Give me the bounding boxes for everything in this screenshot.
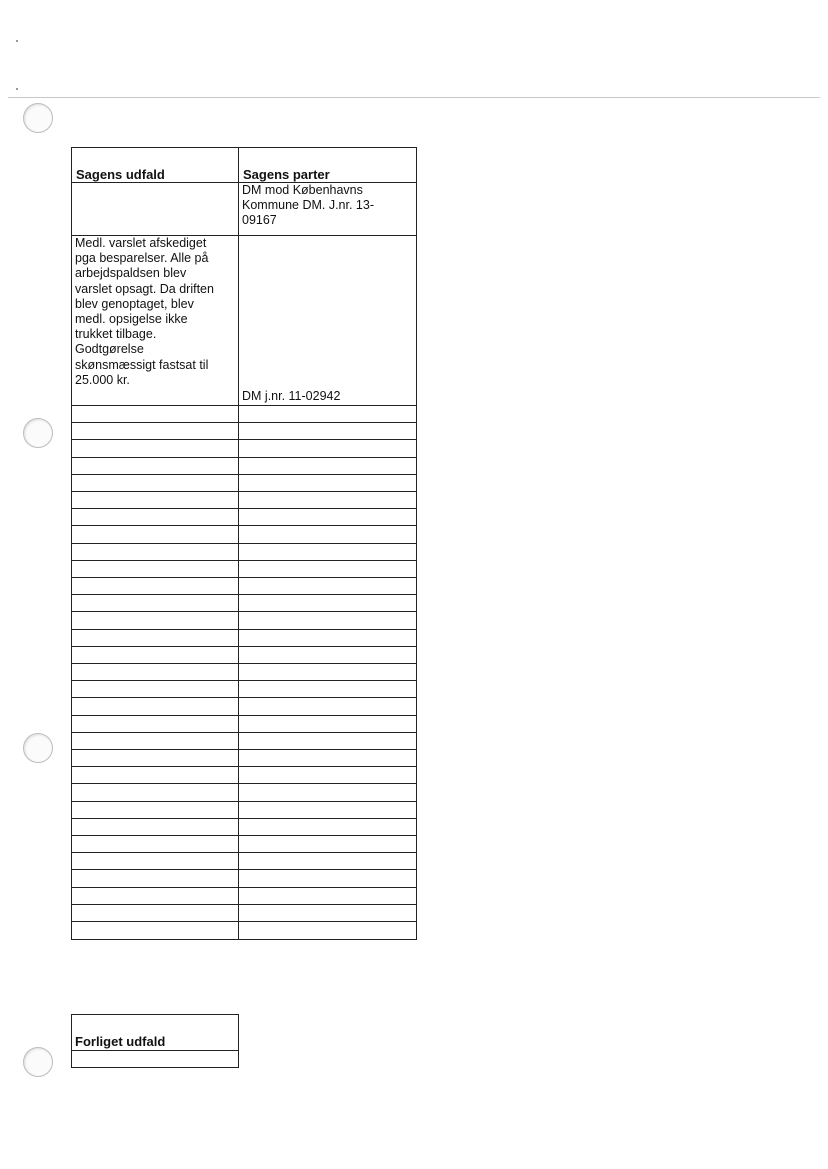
empty-row-rule — [72, 732, 416, 733]
empty-row-rule — [72, 852, 416, 853]
empty-row-rule — [72, 491, 416, 492]
table-row — [72, 236, 416, 405]
empty-row-rule — [72, 766, 416, 767]
empty-row-rule — [72, 422, 416, 423]
header-sagens-udfald: Sagens udfald — [76, 167, 165, 182]
header-forliget-udfald: Forliget udfald — [75, 1034, 166, 1049]
empty-row-rule — [72, 783, 416, 784]
empty-row-rule — [72, 646, 416, 647]
empty-row-rule — [72, 525, 416, 526]
empty-row-rule — [72, 457, 416, 458]
row-rule — [72, 405, 416, 406]
empty-row-rule — [72, 508, 416, 509]
punch-hole — [23, 418, 53, 448]
empty-row-rule — [72, 474, 416, 475]
empty-row-rule — [72, 904, 416, 905]
header-sagens-parter: Sagens parter — [243, 167, 330, 182]
empty-row-rule — [72, 715, 416, 716]
page-top-rule — [8, 97, 820, 98]
cell-parter: DM mod Københavns Kommune DM. J.nr. 13- 09167 — [242, 183, 374, 228]
punch-hole — [23, 103, 53, 133]
punch-hole — [23, 733, 53, 763]
scan-speck — [16, 88, 18, 90]
empty-row-rule — [72, 818, 416, 819]
header-rule — [72, 1050, 238, 1051]
empty-row-rule — [72, 749, 416, 750]
punch-hole — [23, 1047, 53, 1077]
empty-row-rule — [72, 560, 416, 561]
empty-row-rule — [72, 680, 416, 681]
empty-row-rule — [72, 921, 416, 922]
empty-row-rule — [72, 439, 416, 440]
table-row — [72, 183, 416, 235]
empty-row-rule — [72, 801, 416, 802]
empty-row-rule — [72, 887, 416, 888]
empty-row-rule — [72, 697, 416, 698]
empty-row-rule — [72, 869, 416, 870]
empty-row-rule — [72, 629, 416, 630]
empty-row-rule — [72, 835, 416, 836]
case-table — [71, 147, 417, 940]
cell-parter: DM j.nr. 11-02942 — [242, 389, 341, 403]
empty-row-rule — [72, 594, 416, 595]
cell-udfald: Medl. varslet afskediget pga besparelser. Alle på arbejdspaldsen blev varslet opsagt. Da driften blev genoptaget, blev medl. opsigelse ikke trukket tilbage. Godtgørelse skønsmæssigt fastsat til 25.000 kr. — [75, 236, 214, 387]
empty-row-rule — [72, 611, 416, 612]
empty-row-rule — [72, 577, 416, 578]
settlement-table — [71, 1014, 239, 1068]
empty-row-rule — [72, 663, 416, 664]
scan-speck — [16, 40, 18, 42]
empty-row-rule — [72, 543, 416, 544]
